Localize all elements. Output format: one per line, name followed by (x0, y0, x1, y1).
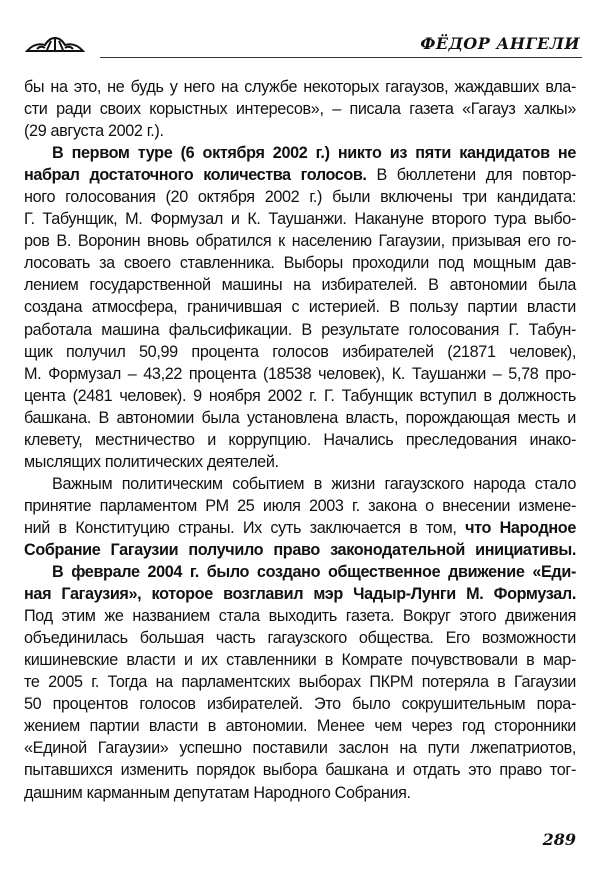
text: принятие парламентом РМ 25 июля 2003 г. закона о внесении измене- (24, 496, 576, 515)
text-line (24, 407, 576, 429)
bold-text: В первом туре (6 октября 2002 г.) никто из пяти кандидатов не (52, 144, 576, 163)
text-line (24, 76, 576, 98)
text-line (24, 649, 576, 671)
text: дашним карманным депутатам Народного Собрания. (24, 783, 411, 802)
text: В бюллетени для повтор- (366, 166, 576, 185)
text: 50 процентов голосов избирателей. Это было сокрушительным пора- (24, 695, 576, 714)
ornament-icon (25, 36, 85, 54)
text: мыслящих политических деятелей. (24, 452, 279, 471)
text-line (24, 583, 576, 605)
text: бы на это, не будь у него на службе некоторых гагаузов, жаждавших вла- (24, 78, 576, 96)
text: сти ради своих корыстных интересов», – писала газета «Гагауз халкы» (24, 100, 576, 119)
text-line (24, 451, 576, 473)
text-line (24, 252, 576, 274)
text-line (24, 737, 576, 759)
text: лосовать за своего ставленника. Выборы проходили под мощным дав- (24, 254, 576, 273)
text-line (24, 363, 576, 385)
text-line (24, 186, 576, 208)
text-line (24, 539, 576, 561)
text-line (24, 715, 576, 737)
text-line (24, 208, 576, 230)
text: объединилась большая часть гагаузского общества. Его возможности (24, 629, 576, 648)
text: ров В. Воронин вновь обратился к населению Гагаузии, призывая его го- (24, 232, 576, 251)
text-line (24, 230, 576, 252)
text-line (24, 319, 576, 341)
text: (29 августа 2002 г.). (24, 122, 164, 141)
text-line (24, 274, 576, 296)
page-number: 289 (542, 830, 576, 849)
text: башкана. В автономии была установлена власть, порождающая месть и (24, 408, 576, 427)
text-line (24, 782, 576, 804)
text: клевету, местничество и коррупцию. Начались преследования инако- (24, 430, 576, 449)
text: ний в Конституцию страны. Их суть заключается в том, (24, 518, 466, 537)
text-line (24, 341, 576, 363)
text: М. Формузал – 43,22 процента (18538 человек), К. Таушанжи – 5,78 про- (24, 364, 576, 383)
body-text (24, 76, 576, 804)
text-line (24, 517, 576, 539)
bold-text: ная Гагаузия», которое возглавил мэр Чадыр-Лунги М. Формузал. (24, 585, 576, 604)
bold-text: набрал достаточного количества голосов. (24, 166, 367, 185)
text: кишиневские власти и их ставленники в Комрате почувствовали в мар- (24, 651, 576, 670)
text-line (24, 693, 576, 715)
text: пытавшихся изменить порядок выбора башкана и отдать это право тог- (24, 761, 576, 780)
bold-text: Собрание Гагаузии получило право законодательной инициативы. (24, 540, 576, 559)
text-line (24, 98, 576, 120)
text: Под этим же названием стала выходить газета. Вокруг этого движения (24, 607, 576, 626)
text: лением государственной машины на избирателей. В автономии была (24, 276, 576, 295)
text-line (24, 429, 576, 451)
bold-text: В феврале 2004 г. было создано общественное движение «Еди- (52, 563, 576, 582)
text-line (24, 605, 576, 627)
running-header-author: ФЁДОР АНГЕЛИ (420, 34, 580, 53)
text: цента (2481 человек). 9 ноября 2002 г. Г. Табунщик вступил в должность (24, 386, 576, 405)
text: Важным политическим событием в жизни гагаузского народа стало (52, 474, 576, 493)
text-line (24, 627, 576, 649)
text: Г. Табунщик, М. Формузал и К. Таушанжи. Накануне второго тура выбо- (24, 210, 576, 229)
text-line (24, 120, 576, 142)
text-line (24, 142, 576, 164)
text-line (24, 561, 576, 583)
text: ного голосования (20 октября 2002 г.) были включены три кандидата: (24, 188, 576, 207)
text: создана атмосфера, граничившая с истерией. В пользу партии власти (24, 298, 576, 317)
text: щик получил 50,99 процента голосов избирателей (21871 человек), (24, 342, 576, 361)
text-line (24, 759, 576, 781)
text: работала машина фальсификации. В результате голосования Г. Табун- (24, 320, 576, 339)
text: жением партии власти в автономии. Менее чем через год сторонники (24, 717, 576, 736)
text-line (24, 671, 576, 693)
text-line (24, 495, 576, 517)
header-rule (100, 57, 582, 58)
text-line (24, 385, 576, 407)
bold-text: что Народное (465, 518, 576, 537)
text: те 2005 г. Тогда на парламентских выборах ПКРМ потеряла в Гагаузии (24, 673, 576, 692)
text: «Единой Гагаузии» успешно поставили заслон на пути лжепатриотов, (24, 739, 576, 758)
text-line (24, 296, 576, 318)
text-line (24, 164, 576, 186)
text-line (24, 473, 576, 495)
